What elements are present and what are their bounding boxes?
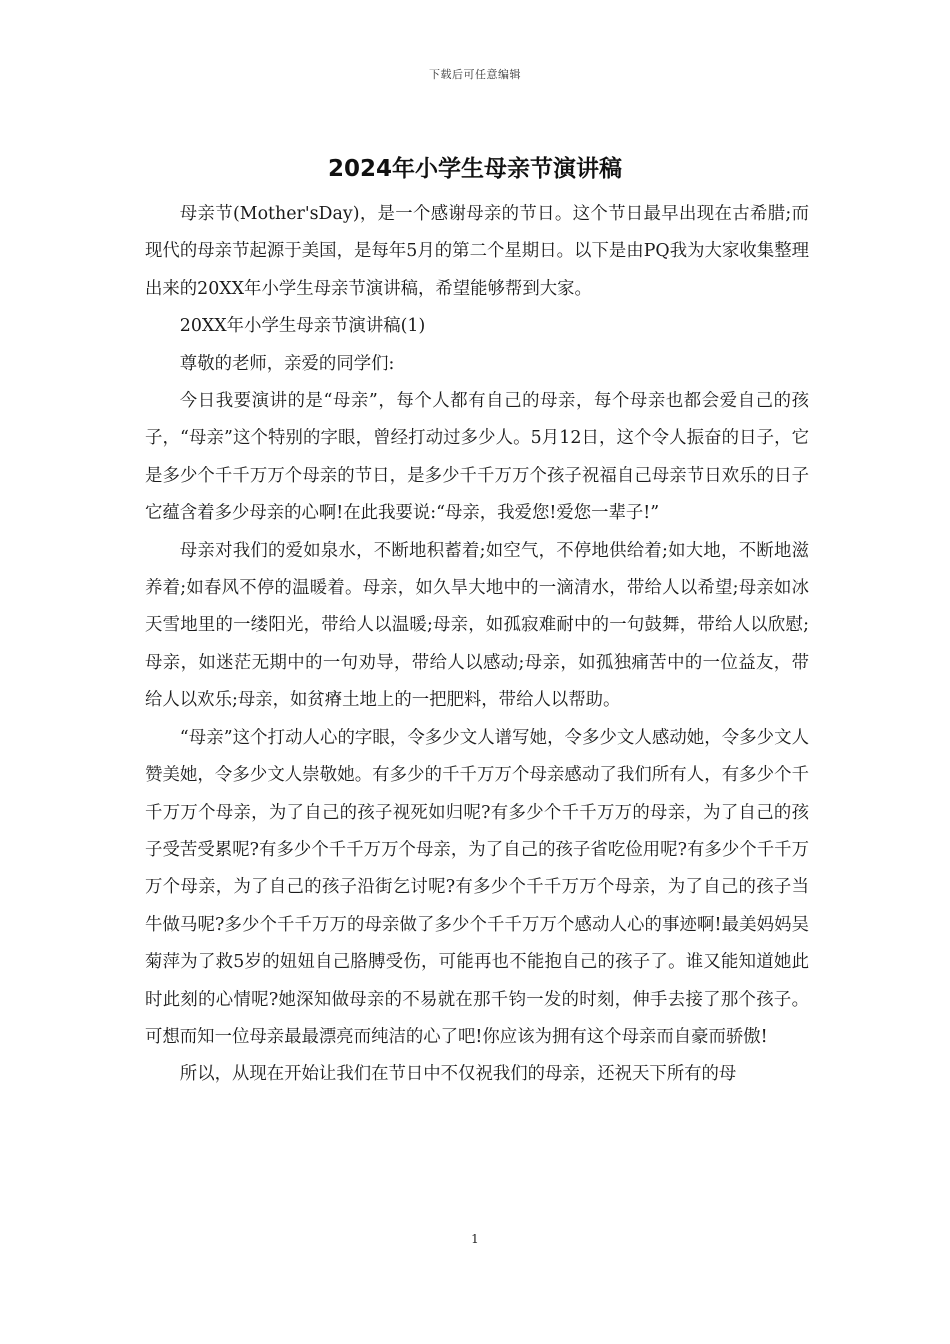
paragraph-body-4: 所以，从现在开始让我们在节日中不仅祝我们的母亲，还祝天下所有的母 — [179, 1064, 737, 1085]
document-title: 2024年小学生母亲节演讲稿 — [327, 156, 622, 182]
paragraph-body-2: 母亲对我们的爱如泉水，不断地积蓄着;如空气，不停地供给着;如大地，不断地滋养着;如春风不停的温暖着。母亲，如久旱大地中的一滴清水，带给人以希望;母亲如冰天雪地里的一缕阳光，带给人以温暖;母亲，如孤寂难耐中的一句鼓舞，带给人以欣慰;母亲，如迷茫无期中的一句劝导，带给人以感动;母亲，如孤独痛苦中的一位益友，带给人以欢乐;母亲，如贫瘠土地上的一把肥料，带给人以帮助。 — [145, 540, 809, 711]
paragraph-section-heading: 20XX年小学生母亲节演讲稿(1) — [179, 316, 426, 337]
paragraph-salutation: 尊敬的老师，亲爱的同学们: — [179, 353, 395, 374]
page-number: 1 — [471, 1232, 479, 1246]
paragraph-body-1: 今日我要演讲的是“母亲”，每个人都有自己的母亲，每个母亲也都会爱自己的孩子，“母亲”这个特别的字眼，曾经打动过多少人。5月12日，这个令人振奋的日子，它是多少个千千万万个母亲的节日，是多少千千万万个孩子祝福自己母亲节日欢乐的日子它蕴含着多少母亲的心啊!在此我要说:“母亲，我爱您!爱您一辈子!” — [145, 391, 809, 524]
document-body — [145, 196, 809, 1094]
header-note: 下载后可任意编辑 — [429, 68, 521, 81]
paragraph-body-3: “母亲”这个打动人心的字眼，令多少文人谱写她，令多少文人感动她，令多少文人赞美她，令多少文人崇敬她。有多少的千千万万个母亲感动了我们所有人，有多少个千千万万个母亲，为了自己的孩子视死如归呢?有多少个千千万万的母亲，为了自己的孩子受苦受累呢?有多少个千千万万个母亲，为了自己的孩子省吃俭用呢?有多少个千千万万个母亲，为了自己的孩子沿街乞讨呢?有多少个千千万万个母亲，为了自己的孩子当牛做马呢?多少个千千万万的母亲做了多少个千千万万个感动人心的事迹啊!最美妈妈吴菊萍为了救5岁的妞妞自己胳膊受伤，可能再也不能抱自己的孩子了。谁又能知道她此时此刻的心情呢?她深知做母亲的不易就在那千钧一发的时刻，伸手去接了那个孩子。可想而知一位母亲最最漂亮而纯洁的心了吧!你应该为拥有这个母亲而自豪而骄傲! — [145, 727, 809, 1047]
paragraph-intro: 母亲节(Mother'sDay)，是一个感谢母亲的节日。这个节日最早出现在古希腊;而现代的母亲节起源于美国，是每年5月的第二个星期日。以下是由PQ我为大家收集整理出来的20XX年小学生母亲节演讲稿，希望能够帮到大家。 — [145, 204, 809, 299]
